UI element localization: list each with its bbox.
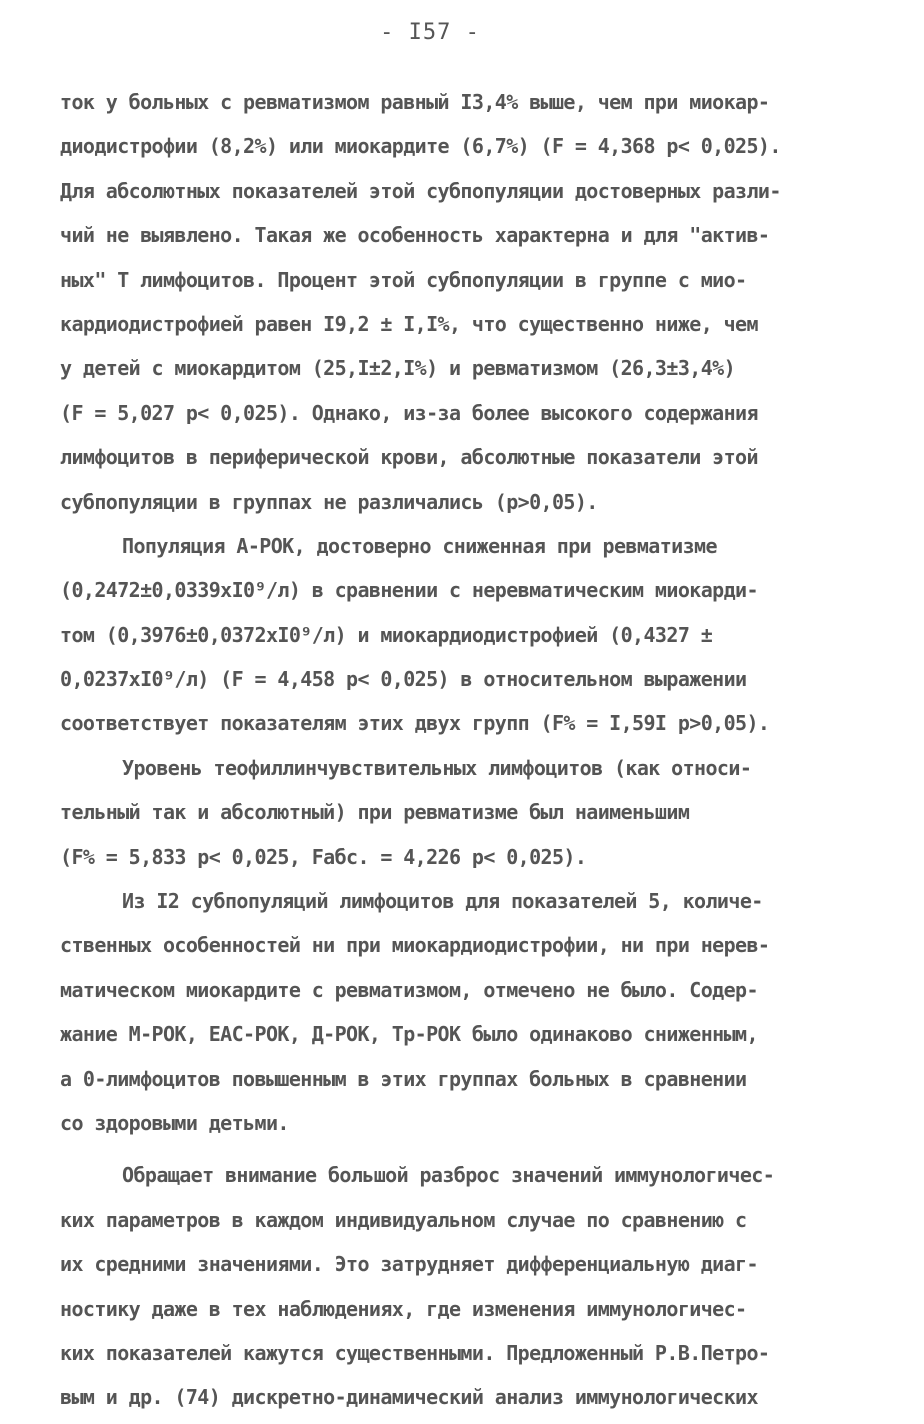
text-line: со здоровыми детьми.	[60, 1110, 289, 1135]
text-line: ных" Т лимфоцитов. Процент этой субпопуляции в группе с мио-	[60, 267, 747, 292]
text-line: ностику даже в тех наблюдениях, где изменения иммунологичес-	[60, 1296, 747, 1321]
text-line: (0,2472±0,0339xI0⁹/л) в сравнении с неревматическим миокарди-	[60, 578, 758, 603]
text-line: матическом миокардите с ревматизмом, отмечено не было. Содер-	[60, 977, 758, 1002]
text-line: их средними значениями. Это затрудняет дифференциальную диаг-	[60, 1252, 758, 1277]
text-line: Обращает внимание большой разброс значений иммунологичес-	[122, 1163, 775, 1188]
paragraph	[60, 883, 870, 1149]
body-text	[60, 84, 870, 1424]
text-line: (F% = 5,833 p< 0,025, Fабс. = 4,226 p< 0,025).	[60, 844, 587, 869]
text-line: 0,0237xI0⁹/л) (F = 4,458 p< 0,025) в относительном выражении	[60, 667, 747, 692]
text-line: ственных особенностей ни при миокардиодистрофии, ни при нерев-	[60, 933, 770, 958]
text-line: Для абсолютных показателей этой субпопуляции достоверных разли-	[60, 178, 781, 203]
text-line: кардиодистрофией равен I9,2 ± I,I%, что существенно ниже, чем	[60, 311, 758, 336]
text-line: вым и др. (74) дискретно-динамический анализ иммунологических	[60, 1385, 758, 1410]
paragraph	[60, 1157, 870, 1423]
text-line: том (0,3976±0,0372xI0⁹/л) и миокардиодистрофией (0,4327 ±	[60, 622, 713, 647]
text-line: Уровень теофиллинчувствительных лимфоцитов (как относи-	[122, 755, 752, 780]
page-number: - I57 -	[380, 20, 480, 45]
text-line: (F = 5,027 p< 0,025). Однако, из-за более высокого содержания	[60, 400, 758, 425]
text-line: тельный так и абсолютный) при ревматизме был наименьшим	[60, 800, 690, 825]
text-line: субпопуляции в группах не различались (p>0,05).	[60, 489, 598, 514]
text-line: а 0-лимфоцитов повышенным в этих группах больных в сравнении	[60, 1066, 747, 1091]
text-line: диодистрофии (8,2%) или миокардите (6,7%) (F = 4,368 p< 0,025).	[60, 134, 781, 159]
text-line: жание М-РОК, ЕАС-РОК, Д-РОК, Тр-РОК было одинаково сниженным,	[60, 1022, 758, 1047]
paragraph	[60, 528, 870, 750]
text-line: ток у больных с ревматизмом равный I3,4% выше, чем при миокар-	[60, 90, 770, 114]
text-line: Из I2 субпопуляций лимфоцитов для показателей 5, количе-	[122, 889, 763, 914]
text-line: у детей с миокардитом (25,I±2,I%) и ревматизмом (26,3±3,4%)	[60, 356, 736, 381]
text-line: чий не выявлено. Такая же особенность характерна и для "актив-	[60, 223, 770, 248]
text-line: Популяция А-РОК, достоверно сниженная при ревматизме	[122, 533, 717, 558]
text-line: соответствует показателям этих двух групп (F% = I,59I p>0,05).	[60, 711, 770, 736]
paragraph	[60, 84, 870, 528]
text-line: лимфоцитов в периферической крови, абсолютные показатели этой	[60, 445, 758, 470]
paragraph	[60, 750, 870, 883]
text-line: ких параметров в каждом индивидуальном случае по сравнению с	[60, 1207, 747, 1232]
text-line: ких показателей кажутся существенными. Предложенный Р.В.Петро-	[60, 1340, 770, 1365]
